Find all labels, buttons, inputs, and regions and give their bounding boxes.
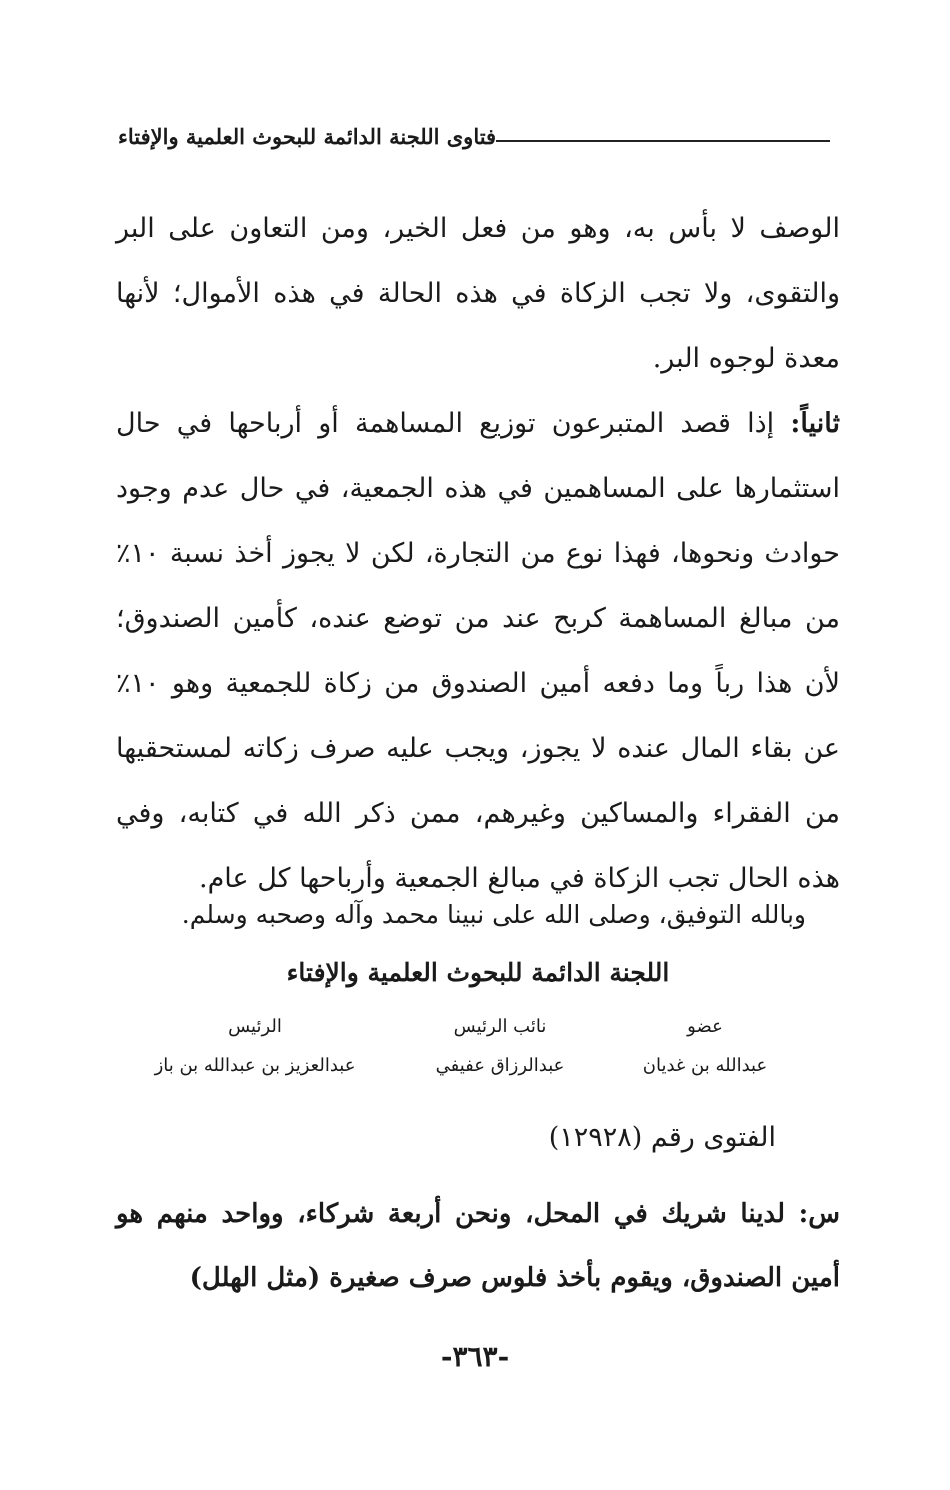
- signatory-role: نائب الرئيس: [453, 1016, 547, 1037]
- header-rule: [496, 140, 830, 142]
- signatory-member: [640, 1016, 770, 1076]
- fatwa-number: الفتوى رقم (١٢٩٢٨): [548, 1122, 776, 1153]
- page-number: -٣٦٣-: [440, 1340, 510, 1373]
- paragraph-2-lead: ثانياً:: [790, 408, 840, 439]
- paragraph-1: الوصف لا بأس به، وهو من فعل الخير، ومن التعاون على البر والتقوى، ولا تجب الزكاة في هذه الحالة في هذه الأموال؛ لأنها معدة لوجوه البر.: [116, 213, 840, 374]
- closing-line: وبالله التوفيق، وصلى الله على نبينا محمد وآله وصحبه وسلم.: [181, 900, 806, 929]
- paragraph-2-text: إذا قصد المتبرعون توزيع المساهمة أو أرباحها في حال استثمارها على المساهمين في هذه الجمعية، في حال عدم وجود حوادث ونحوها، فهذا نوع من التجارة، لكن لا يجوز أخذ نسبة ١٠٪ من مبالغ المساهمة كربح عند من توضع عنده، كأمين الصندوق؛ لأن هذا رباً وما دفعه أمين الصندوق من زكاة للجمعية وهو ١٠٪ عن بقاء المال عنده لا يجوز، ويجب عليه صرف زكاته لمستحقيها من الفقراء والمساكين وغيرهم، ممن ذكر الله في كتابه، وفي هذه الحال تجب الزكاة في مبالغ الجمعية وأرباحها كل عام.: [116, 408, 840, 894]
- signatory-president: [140, 1016, 370, 1076]
- committee-name: اللجنة الدائمة للبحوث العلمية والإفتاء: [286, 958, 670, 987]
- paragraph-2: [116, 391, 840, 911]
- running-header: [118, 124, 840, 149]
- signatory-name: عبدالله بن غديان: [642, 1055, 768, 1076]
- signatory-name: عبدالعزيز بن عبدالله بن باز: [154, 1055, 356, 1076]
- signatory-role: الرئيس: [228, 1016, 282, 1037]
- signatory-vice-president: [420, 1016, 580, 1076]
- header-title: فتاوى اللجنة الدائمة للبحوث العلمية والإفتاء: [118, 124, 497, 149]
- signatory-name: عبدالرزاق عفيفي: [435, 1055, 565, 1076]
- main-text: [116, 196, 840, 911]
- signatory-role: عضو: [687, 1016, 723, 1037]
- question-text: س: لدينا شريك في المحل، ونحن أربعة شركاء، وواحد منهم هو أمين الصندوق، ويقوم بأخذ فلوس صرف صغيرة (مثل الهلل): [116, 1199, 840, 1293]
